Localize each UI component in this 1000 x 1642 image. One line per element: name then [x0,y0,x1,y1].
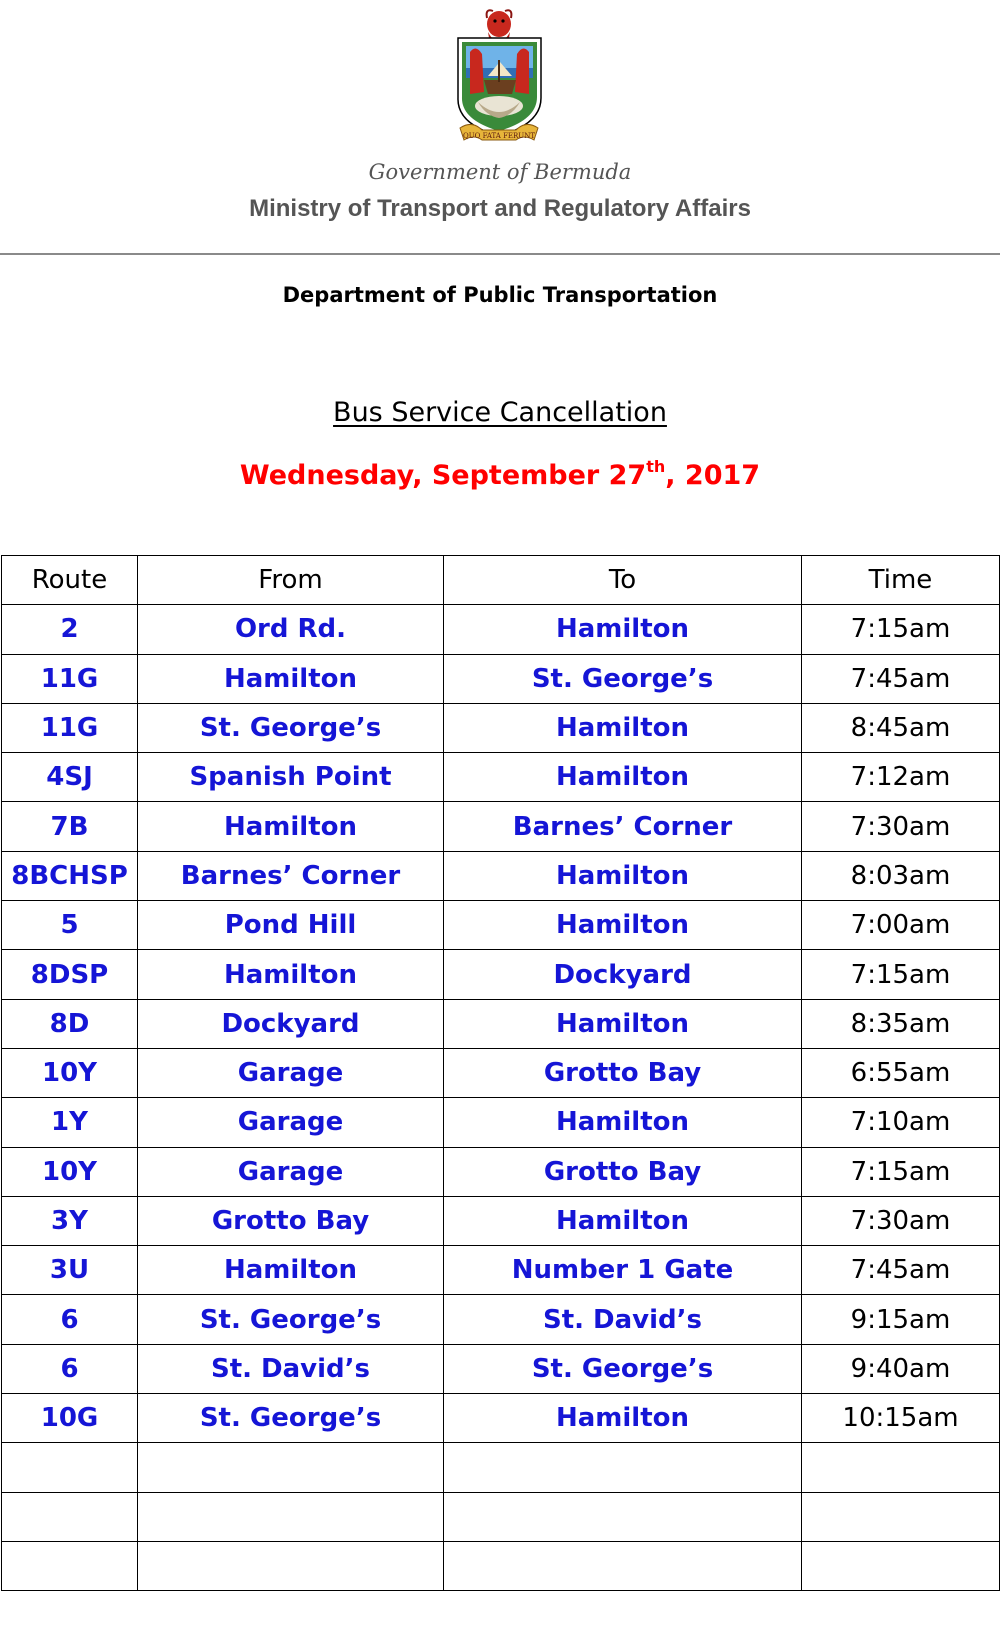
cell-route: 7B [2,802,138,851]
table-row [2,999,1000,1048]
cell-from [138,1541,444,1590]
cell-to: Hamilton [444,901,802,950]
table-row [2,1541,1000,1590]
cell-to: Hamilton [444,1394,802,1443]
cell-from [138,1492,444,1541]
cell-to: St. George’s [444,1344,802,1393]
cell-time: 8:03am [802,851,1000,900]
cell-from: Hamilton [138,654,444,703]
header-to: To [444,556,802,605]
table-row [2,753,1000,802]
cell-to: Hamilton [444,1098,802,1147]
cell-time: 8:45am [802,703,1000,752]
cell-to: St. George’s [444,654,802,703]
cell-time: 7:30am [802,802,1000,851]
table-row [2,950,1000,999]
cell-from: Hamilton [138,950,444,999]
header-from: From [138,556,444,605]
cell-to: Hamilton [444,851,802,900]
cell-from: St. George’s [138,703,444,752]
cell-time: 6:55am [802,1048,1000,1097]
cell-time: 7:45am [802,654,1000,703]
notice-title-text: Bus Service Cancellation [333,397,667,428]
cell-to: Hamilton [444,999,802,1048]
cell-from: Garage [138,1147,444,1196]
cell-time: 9:15am [802,1295,1000,1344]
cell-route: 8D [2,999,138,1048]
crest-motto: QUO FATA FERUNT [462,132,536,140]
cell-route: 8BCHSP [2,851,138,900]
date-year: , 2017 [665,460,761,491]
table-row [2,654,1000,703]
cell-time: 7:00am [802,901,1000,950]
cell-to: St. David’s [444,1295,802,1344]
cell-from: Hamilton [138,802,444,851]
table-row [2,901,1000,950]
cell-route: 4SJ [2,753,138,802]
table-row [2,1048,1000,1097]
cell-time: 7:15am [802,950,1000,999]
table-row [2,1147,1000,1196]
cell-route: 10Y [2,1048,138,1097]
bermuda-crest-logo [452,2,547,156]
table-row [2,1344,1000,1393]
cell-from: Ord Rd. [138,605,444,654]
cell-time: 7:45am [802,1246,1000,1295]
header-route: Route [2,556,138,605]
cell-to: Hamilton [444,1196,802,1245]
cell-route: 1Y [2,1098,138,1147]
cell-time: 7:10am [802,1098,1000,1147]
cell-from: Dockyard [138,999,444,1048]
cell-from: St. George’s [138,1295,444,1344]
cell-time [802,1443,1000,1492]
date-ordinal: th [646,457,666,476]
cell-from: St. George’s [138,1394,444,1443]
table-row [2,1492,1000,1541]
cell-route: 2 [2,605,138,654]
table-row [2,1098,1000,1147]
cell-route: 11G [2,654,138,703]
table-row [2,1394,1000,1443]
cell-from: Grotto Bay [138,1196,444,1245]
cell-to: Hamilton [444,703,802,752]
cell-route: 6 [2,1295,138,1344]
government-name: Government of Bermuda [368,160,632,184]
cell-time: 7:30am [802,1196,1000,1245]
date-prefix: Wednesday, September 27 [239,460,647,491]
table-header-row [2,556,1000,605]
cell-from: Hamilton [138,1246,444,1295]
cancellation-table [1,555,1000,1591]
table-row [2,802,1000,851]
table-row [2,1295,1000,1344]
cell-time: 10:15am [802,1394,1000,1443]
cell-route: 5 [2,901,138,950]
cell-from [138,1443,444,1492]
cell-time: 7:15am [802,1147,1000,1196]
cell-to: Number 1 Gate [444,1246,802,1295]
table-row [2,605,1000,654]
cell-to [444,1492,802,1541]
cell-to: Hamilton [444,605,802,654]
notice-title [0,397,1000,428]
header-time: Time [802,556,1000,605]
cell-route: 10G [2,1394,138,1443]
ministry-name: Ministry of Transport and Regulatory Affairs [249,195,751,222]
cell-route: 8DSP [2,950,138,999]
cell-time: 7:12am [802,753,1000,802]
cell-time: 9:40am [802,1344,1000,1393]
notice-date [0,457,1000,491]
cell-to: Barnes’ Corner [444,802,802,851]
cell-to [444,1443,802,1492]
table-row [2,1443,1000,1492]
cell-time [802,1541,1000,1590]
cell-route [2,1443,138,1492]
cell-from: Garage [138,1048,444,1097]
cell-to [444,1541,802,1590]
cell-time: 7:15am [802,605,1000,654]
cell-route [2,1541,138,1590]
cell-route: 3Y [2,1196,138,1245]
cell-route: 11G [2,703,138,752]
cell-to: Dockyard [444,950,802,999]
cell-from: St. David’s [138,1344,444,1393]
table-row [2,851,1000,900]
table-row [2,703,1000,752]
department-name: Department of Public Transportation [282,283,718,307]
cell-from: Pond Hill [138,901,444,950]
cell-to: Grotto Bay [444,1147,802,1196]
table-row [2,1246,1000,1295]
cell-from: Spanish Point [138,753,444,802]
cell-to: Hamilton [444,753,802,802]
cell-route: 6 [2,1344,138,1393]
table-row [2,1196,1000,1245]
cell-from: Garage [138,1098,444,1147]
cell-from: Barnes’ Corner [138,851,444,900]
cell-route [2,1492,138,1541]
cell-to: Grotto Bay [444,1048,802,1097]
header-divider [0,253,1000,255]
cell-time [802,1492,1000,1541]
cell-route: 3U [2,1246,138,1295]
cell-time: 8:35am [802,999,1000,1048]
cell-route: 10Y [2,1147,138,1196]
